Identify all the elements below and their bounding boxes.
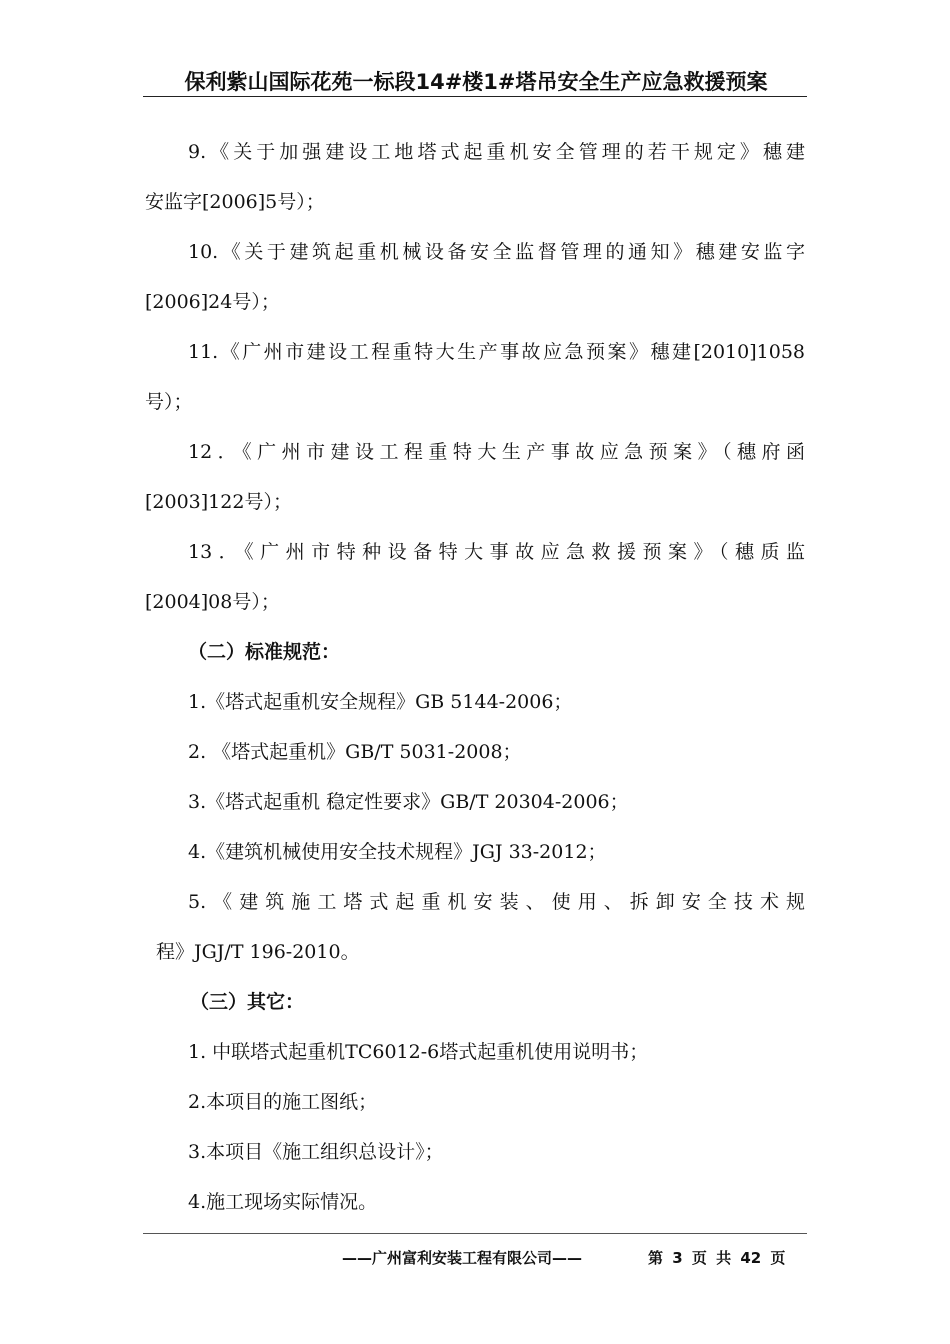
footer-divider	[143, 1233, 807, 1234]
section-heading-other: （三）其它：	[190, 991, 305, 1013]
regulation-item-9-line-2: 安监字[2006]5号）；	[145, 191, 325, 213]
regulation-item-11-line-2: 号）；	[145, 391, 193, 413]
other-item-1: 1. 中联塔式起重机TC6012-6塔式起重机使用说明书；	[188, 1041, 649, 1063]
regulation-item-12-line-2: [2003]122号）；	[145, 491, 292, 513]
regulation-item-13-line-1: 13．《广州市特种设备特大事故应急救援预案》（穗质监	[188, 541, 805, 563]
regulation-item-10-line-1: 10.《关于建筑起重机械设备安全监督管理的通知》穗建安监字	[188, 241, 805, 263]
regulation-item-12-line-1: 12．《广州市建设工程重特大生产事故应急预案》（穗府函	[188, 441, 805, 463]
standard-item-5-line-2: 程》JGJ/T 196-2010。	[156, 941, 360, 963]
footer-company-name: ——广州富利安装工程有限公司——	[342, 1249, 583, 1267]
regulation-item-13-line-2: [2004]08号）；	[145, 591, 280, 613]
regulation-item-9-line-1: 9.《关于加强建设工地塔式起重机安全管理的若干规定》穗建	[188, 141, 805, 163]
standard-item-2: 2. 《塔式起重机》GB/T 5031-2008；	[188, 741, 522, 763]
other-item-2: 2.本项目的施工图纸；	[188, 1091, 378, 1113]
other-item-4: 4.施工现场实际情况。	[188, 1191, 378, 1213]
regulation-item-11-line-1: 11.《广州市建设工程重特大生产事故应急预案》穗建[2010]1058	[188, 341, 805, 363]
standard-item-3: 3.《塔式起重机 稳定性要求》GB/T 20304-2006；	[188, 791, 629, 813]
footer-page-number: 第 3 页 共 42 页	[648, 1249, 786, 1267]
standard-item-1: 1.《塔式起重机安全规程》GB 5144-2006；	[188, 691, 573, 713]
regulation-item-10-line-2: [2006]24号）；	[145, 291, 280, 313]
standard-item-5-line-1: 5.《建筑施工塔式起重机安装、使用、拆卸安全技术规	[188, 891, 805, 913]
other-item-3: 3.本项目《施工组织总设计》；	[188, 1141, 444, 1163]
document-title: 保利紫山国际花苑一标段14#楼1#塔吊安全生产应急救援预案	[184, 70, 768, 94]
standard-item-4: 4.《建筑机械使用安全技术规程》JGJ 33-2012；	[188, 841, 607, 863]
header-divider	[143, 96, 807, 97]
section-heading-standards: （二）标准规范：	[188, 641, 341, 663]
